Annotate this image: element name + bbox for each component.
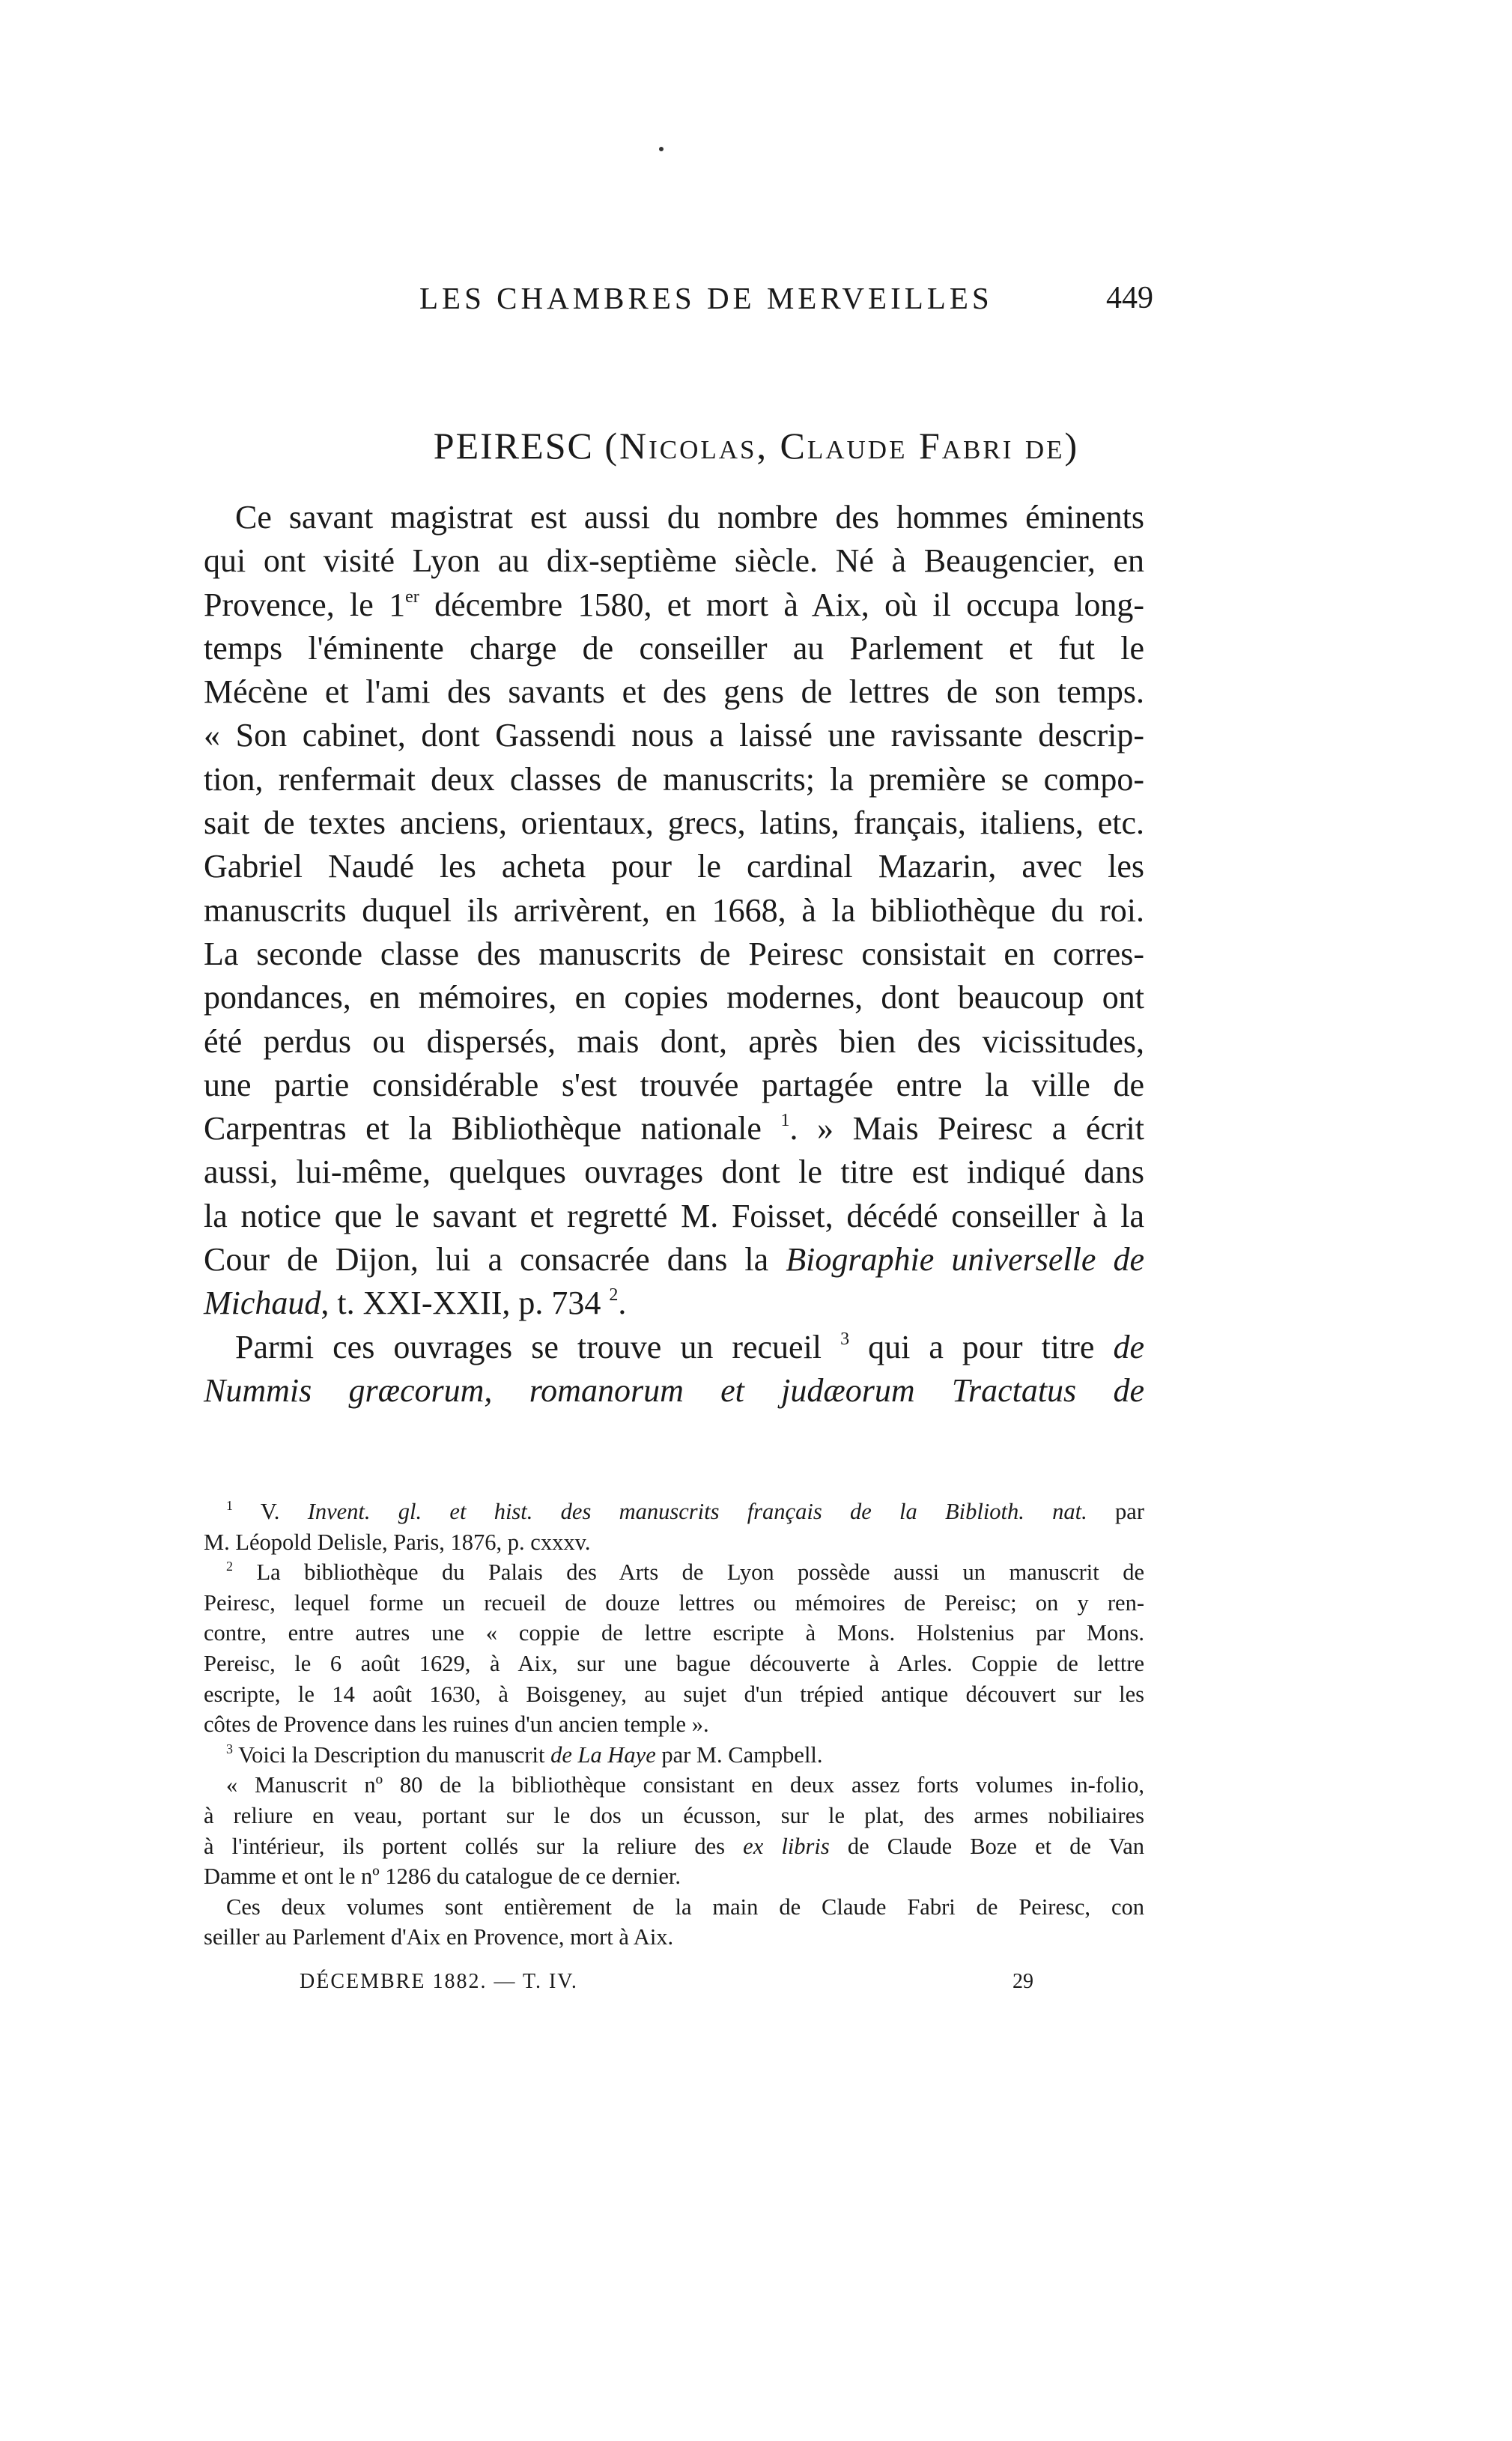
footnote-ref: 2 xyxy=(609,1285,619,1306)
footnote-ref: 1 xyxy=(780,1111,790,1131)
footnote-line: seiller au Parlement d'Aix en Provence, mort à Aix. xyxy=(204,1924,674,1950)
body-line: Provence, le 1er décembre 1580, et mort à Aix, où il occupa long- xyxy=(204,586,1144,623)
footnote-line: Damme et ont le nº 1286 du catalogue de ce dernier. xyxy=(204,1864,681,1890)
footnote-line: M. Léopold Delisle, Paris, 1876, p. cxxxv. xyxy=(204,1529,591,1555)
body-line: pondances, en mémoires, en copies modernes, dont beaucoup ont xyxy=(204,979,1144,1016)
title-sub: (Nicolas, Claude Fabri de) xyxy=(604,425,1080,467)
footnote-line: « Manuscrit nº 80 de la bibliothèque consistant en deux assez forts volumes in-folio, xyxy=(226,1772,1144,1798)
running-title: LES CHAMBRES DE MERVEILLES xyxy=(419,281,993,315)
body-line: Michaud, t. XXI-XXII, p. 734 $^2$. xyxy=(204,1285,627,1322)
body-line: Parmi ces ouvrages se trouve un recueil $^3$ qui a pour titre de xyxy=(235,1328,1144,1365)
body-line: Carpentras et la Bibliothèque nationale $^1$. » Mais Peiresc a écrit xyxy=(204,1110,1144,1147)
footnote-line: contre, entre autres une « coppie de lettre escripte à Mons. Holstenius par Mons. xyxy=(204,1620,1144,1646)
body-line: tion, renfermait deux classes de manuscrits; la première se compo- xyxy=(204,760,1144,798)
body-line: une partie considérable s'est trouvée partagée entre la ville de xyxy=(204,1066,1144,1103)
body-line: été perdus ou dispersés, mais dont, après bien des vicissitudes, xyxy=(204,1022,1144,1060)
running-header xyxy=(419,280,1153,325)
page-footer xyxy=(300,1970,1033,2000)
footnote-line: côtes de Provence dans les ruines d'un ancien temple ». xyxy=(204,1711,709,1738)
body-line: sait de textes anciens, orientaux, grecs, latins, français, italiens, etc. xyxy=(204,804,1144,842)
footnote-line: Peiresc, lequel forme un recueil de douze lettres ou mémoires de Pereisc; on y ren- xyxy=(204,1589,1144,1616)
body-line: temps l'éminente charge de conseiller au Parlement et fut le xyxy=(204,629,1144,667)
footnote-line: escripte, le 14 août 1630, à Boisgeney, au sujet d'un trépied antique découvert sur les xyxy=(204,1681,1144,1707)
footnote-line: $^1$ V. Invent. gl. et hist. des manuscrits français de la Biblioth. nat. par xyxy=(226,1498,1144,1524)
body-text xyxy=(204,496,1144,1413)
title-main: PEIRESC xyxy=(433,425,594,467)
body-line: qui ont visité Lyon au dix-septième siècle. Né à Beaugencier, en xyxy=(204,542,1144,580)
body-line: la notice que le savant et regretté M. Foisset, décédé conseiller à la xyxy=(204,1197,1144,1234)
footnote-line: à reliure en veau, portant sur le dos un écusson, sur le plat, des armes nobiliaires xyxy=(204,1802,1144,1828)
sheet-number: 29 xyxy=(1012,1970,1033,1993)
ink-speck xyxy=(659,147,664,151)
footnote-line: Ces deux volumes sont entièrement de la main de Claude Fabri de Peiresc, con xyxy=(226,1893,1144,1920)
body-line: Nummis græcorum, romanorum et judæorum Tractatus de xyxy=(204,1371,1144,1409)
body-line: Ce savant magistrat est aussi du nombre des hommes éminents xyxy=(235,499,1144,536)
signature-mark: DÉCEMBRE 1882. — T. IV. xyxy=(300,1970,578,1993)
footnote-line: Pereisc, le 6 août 1629, à Aix, sur une bague découverte à Arles. Coppie de lettre xyxy=(204,1650,1144,1676)
article-title xyxy=(341,424,1172,467)
footnote-line: à l'intérieur, ils portent collés sur la reliure des ex libris de Claude Boze et de Van xyxy=(204,1833,1144,1859)
body-line: Cour de Dijon, lui a consacrée dans la Biographie universelle de xyxy=(204,1241,1145,1279)
body-line: « Son cabinet, dont Gassendi nous a laissé une ravissante descrip- xyxy=(204,717,1144,754)
body-line: Mécène et l'ami des savants et des gens de lettres de son temps. xyxy=(204,673,1144,711)
footnote-line: $^3$ Voici la Description du manuscrit de La Haye par M. Campbell. xyxy=(226,1741,823,1768)
footnotes xyxy=(204,1497,1144,1953)
body-line: manuscrits duquel ils arrivèrent, en 1668, à la bibliothèque du roi. xyxy=(204,891,1144,929)
page-number: 449 xyxy=(1106,281,1153,315)
footnote-ref: 3 xyxy=(840,1329,850,1349)
body-line: Gabriel Naudé les acheta pour le cardinal Mazarin, avec les xyxy=(204,848,1144,885)
footnote-line: $^2$ La bibliothèque du Palais des Arts de Lyon possède aussi un manuscrit de xyxy=(226,1559,1144,1586)
body-line: La seconde classe des manuscrits de Peiresc consistait en corres- xyxy=(204,935,1144,972)
body-line: aussi, lui-même, quelques ouvrages dont le titre est indiqué dans xyxy=(204,1153,1144,1191)
